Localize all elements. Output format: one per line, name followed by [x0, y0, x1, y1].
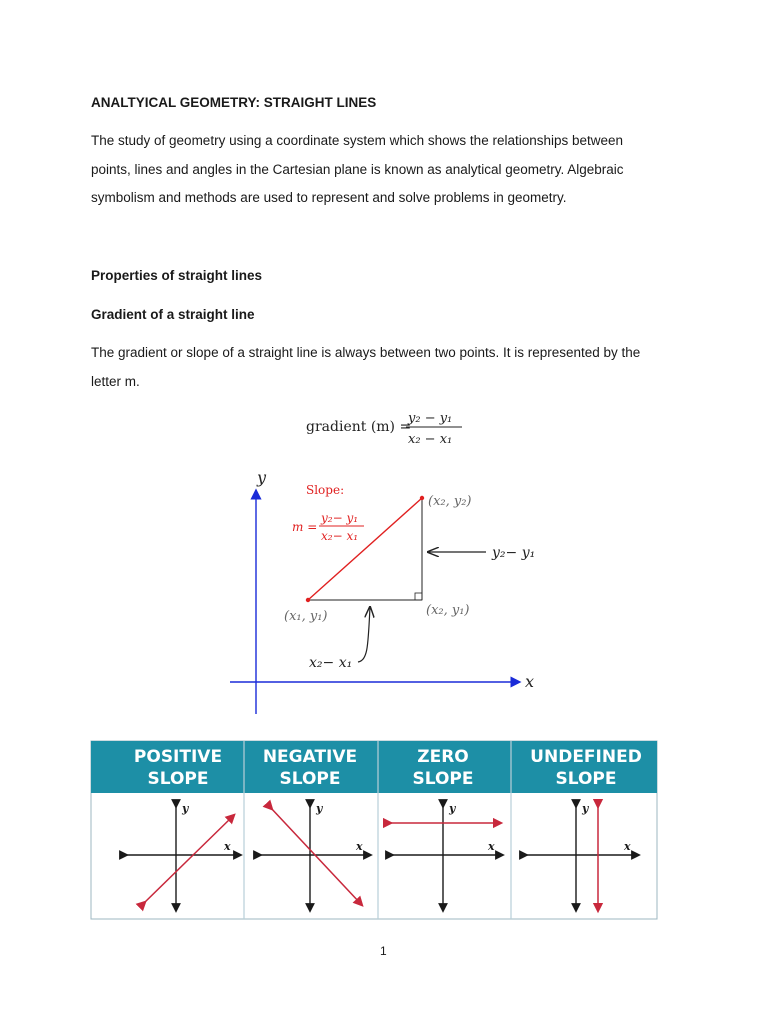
formula-lhs: gradient (m) = — [306, 419, 412, 435]
intro-line-1: The study of geometry using a coordinate system which shows the relationships between — [91, 133, 624, 148]
intro-line-3: symbolism and methods are used to represent and solve problems in geometry. — [91, 190, 567, 205]
gradient-paragraph — [91, 339, 691, 396]
svg-text:x: x — [624, 840, 631, 853]
svg-text:y: y — [449, 802, 456, 815]
diagram-y-label: y — [257, 468, 267, 487]
point-1 — [306, 598, 310, 602]
slope-diagram — [220, 462, 550, 720]
slope-types-table — [90, 740, 658, 920]
header-negative-line1: NEGATIVE — [262, 747, 358, 767]
header-zero-line1: ZERO — [417, 747, 469, 767]
header-positive-line1: POSITIVE — [133, 747, 223, 767]
formula-denominator: x₂ − x₁ — [408, 432, 453, 447]
point-left-label: (x₁, y₁) — [284, 609, 328, 624]
header-zero-line2: SLOPE — [412, 769, 474, 789]
header-undefined-line1: UNDEFINED — [530, 747, 642, 767]
gradient-formula — [300, 402, 470, 452]
right-angle-mark — [415, 593, 422, 600]
heading-properties: Properties of straight lines — [91, 268, 263, 283]
diagram-x-label: x — [525, 672, 535, 691]
svg-text:y: y — [316, 802, 323, 815]
header-undefined-line2: SLOPE — [555, 769, 617, 789]
header-positive-line2: SLOPE — [147, 769, 209, 789]
svg-text:y: y — [182, 802, 189, 815]
intro-line-2: points, lines and angles in the Cartesian plane is known as analytical geometry. Algebraic — [91, 161, 624, 177]
svg-text:y: y — [582, 802, 589, 815]
gradient-line-2: letter m. — [91, 373, 140, 389]
point-top-label: (x₂, y₂) — [428, 494, 472, 509]
m-numerator: y₂− y₁ — [321, 511, 359, 525]
svg-text:x: x — [488, 840, 495, 853]
point-right-label: (x₂, y₁) — [426, 603, 470, 618]
point-2 — [420, 496, 424, 500]
svg-text:x: x — [356, 840, 363, 853]
formula-numerator: y₂ − y₁ — [408, 411, 453, 426]
intro-paragraph — [91, 127, 691, 213]
slope-caption: Slope: — [306, 483, 345, 497]
m-denominator: x₂− x₁ — [321, 529, 359, 543]
page-title: ANALTYICAL GEOMETRY: STRAIGHT LINES — [91, 95, 377, 110]
header-negative-line2: SLOPE — [279, 769, 341, 789]
page-number: 1 — [380, 944, 387, 958]
m-label: m = — [292, 520, 318, 534]
run-label: x₂− x₁ — [309, 655, 353, 671]
heading-gradient: Gradient of a straight line — [91, 307, 255, 322]
rise-label: y₂− y₁ — [492, 545, 536, 561]
gradient-line-1: The gradient or slope of a straight line is always between two points. It is represented by the — [91, 345, 641, 360]
svg-text:x: x — [224, 840, 231, 853]
run-arrow — [358, 607, 370, 662]
